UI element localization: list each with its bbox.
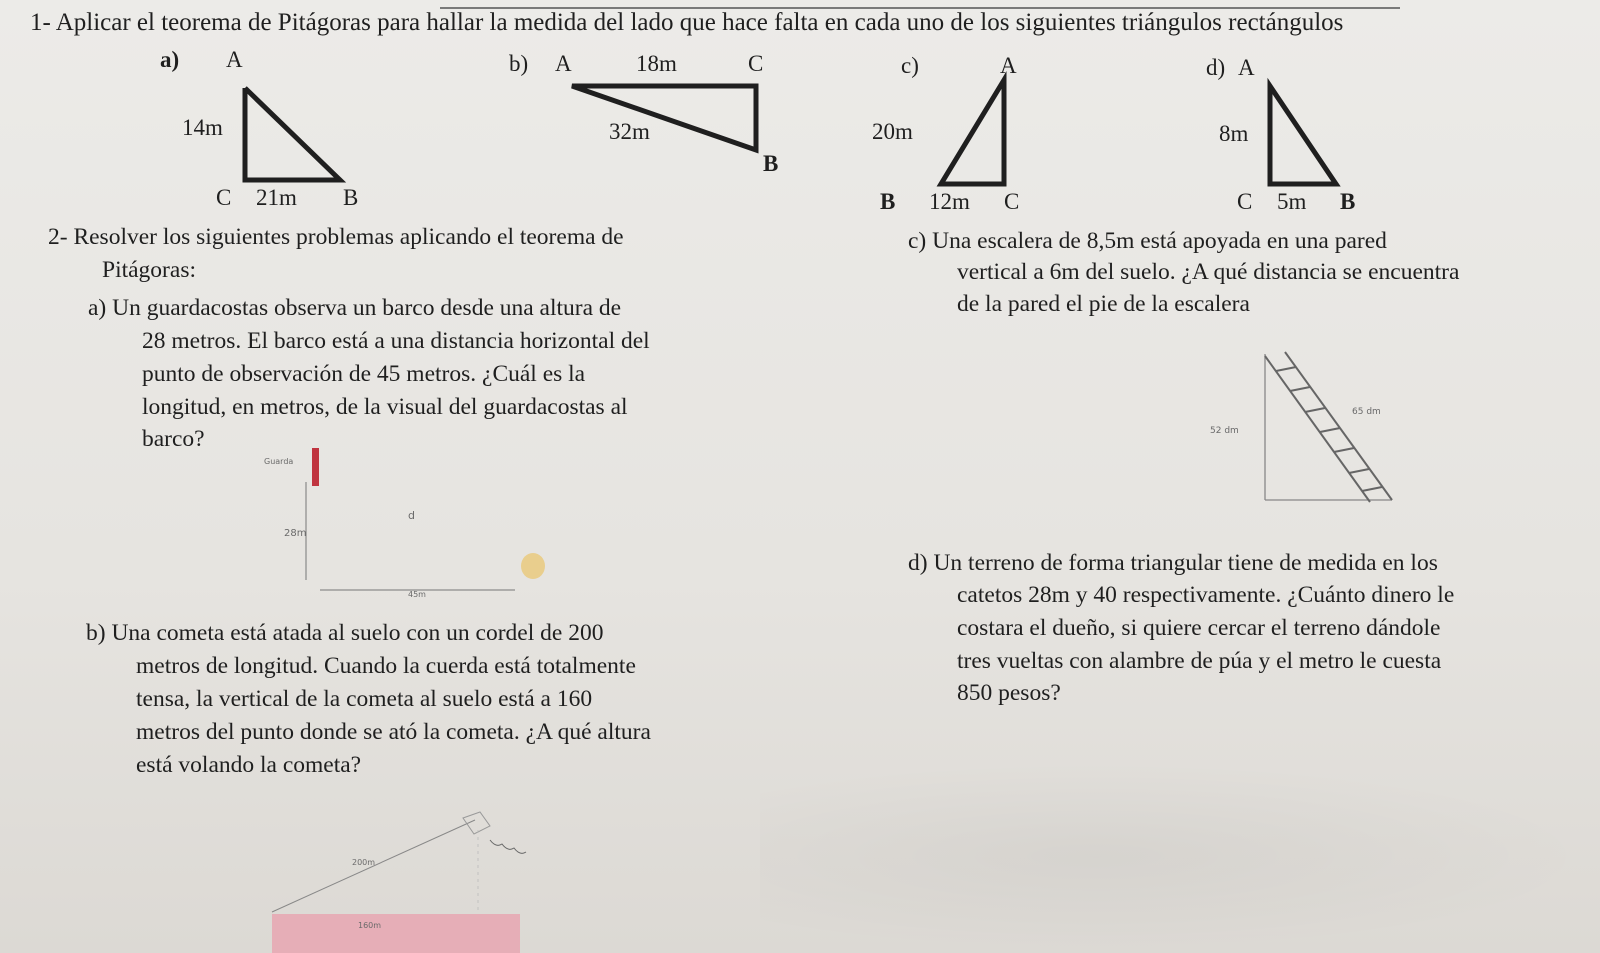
problem-c-line1: c) Una escalera de 8,5m está apoyada en una pared xyxy=(908,228,1387,254)
problem-d-line5: 850 pesos? xyxy=(957,680,1061,706)
sketch-a-height-label: 28m xyxy=(284,528,307,539)
problem-b-line3: tensa, la vertical de la cometa al suelo está a 160 xyxy=(136,686,593,712)
section1-heading: 1- Aplicar el teorema de Pitágoras para hallar la medida del lado que hace falta en cada uno de los siguientes triángulos rectángulos xyxy=(30,9,1344,36)
tri-a-vertex-bl: C xyxy=(216,185,232,210)
tri-b-side-top: 18m xyxy=(636,51,677,76)
tri-d-vertex-top: A xyxy=(1238,55,1255,80)
problem-d-line3: costara el dueño, si quiere cercar el terreno dándole xyxy=(957,615,1441,641)
sketch-a-hyp-label: d xyxy=(408,509,415,522)
tri-d-vertex-br: B xyxy=(1340,189,1356,214)
problem-b-line5: está volando la cometa? xyxy=(136,752,362,778)
section2-heading-line2: Pitágoras: xyxy=(102,257,196,283)
ladder-rail-left xyxy=(1265,356,1370,502)
tri-d-tag: d) xyxy=(1206,55,1226,80)
problem-c-line2: vertical a 6m del suelo. ¿A qué distancia se encuentra xyxy=(957,259,1460,285)
tri-a-side-vertical: 14m xyxy=(182,115,223,140)
sketch-c-wall-label: 52 dm xyxy=(1210,426,1239,436)
ladder-rail-right xyxy=(1285,352,1392,500)
problem-a-line1: a) Un guardacostas observa un barco desde una altura de xyxy=(88,295,622,321)
tri-c-side-base: 12m xyxy=(929,189,970,214)
problem-d-line4: tres vueltas con alambre de púa y el metro le cuesta xyxy=(957,648,1442,674)
problem-c-line3: de la pared el pie de la escalera xyxy=(957,291,1250,317)
problem-a-line5: barco? xyxy=(142,426,205,452)
problem-a-line4: longitud, en metros, de la visual del guardacostas al xyxy=(142,394,628,420)
tri-d-side-vertical: 8m xyxy=(1219,121,1249,146)
tri-c-side-hyp: 20m xyxy=(872,119,913,144)
sketch-a-tower-label: Guarda xyxy=(264,457,294,466)
tri-b-vertex-br: B xyxy=(763,151,779,176)
tri-a-vertex-br: B xyxy=(343,185,359,210)
problem-a-line3: punto de observación de 45 metros. ¿Cuál es la xyxy=(142,361,586,387)
problem-d-line2: catetos 28m y 40 respectivamente. ¿Cuánto dinero le xyxy=(957,582,1455,608)
tri-d-side-base: 5m xyxy=(1277,189,1307,214)
problem-d-line1: d) Un terreno de forma triangular tiene de medida en los xyxy=(908,550,1438,576)
sketch-b-base-label: 160m xyxy=(358,921,382,930)
tri-b-vertex-tl: A xyxy=(555,51,572,76)
tri-d-vertex-bl: C xyxy=(1237,189,1253,214)
tri-c-vertex-br: C xyxy=(1004,189,1020,214)
tri-a-side-base: 21m xyxy=(256,185,297,210)
sketch-b-cord-label: 200m xyxy=(352,858,376,867)
tri-a-tag: a) xyxy=(160,47,180,72)
sketch-c-ladder-label: 65 dm xyxy=(1352,407,1381,417)
problem-b-line2: metros de longitud. Cuando la cuerda está totalmente xyxy=(136,653,636,679)
tri-c-vertex-bl: B xyxy=(880,189,896,214)
problem-b-line1: b) Una cometa está atada al suelo con un cordel de 200 xyxy=(86,620,604,646)
tri-b-tag: b) xyxy=(509,51,529,76)
problem-b-line4: metros del punto donde se ató la cometa. ¿A qué altura xyxy=(136,719,651,745)
tri-c-tag: c) xyxy=(901,53,919,78)
section2-heading-line1: 2- Resolver los siguientes problemas aplicando el teorema de xyxy=(48,224,624,250)
tri-a-vertex-top: A xyxy=(226,47,243,72)
ladder-rungs xyxy=(1276,367,1382,491)
problem-a-line2: 28 metros. El barco está a una distancia horizontal del xyxy=(142,328,650,354)
sketch-a-distance-label: 45m xyxy=(408,590,426,599)
tri-c-vertex-top: A xyxy=(1000,53,1017,78)
tri-b-vertex-tr: C xyxy=(748,51,764,76)
tri-b-side-hyp: 32m xyxy=(609,119,650,144)
